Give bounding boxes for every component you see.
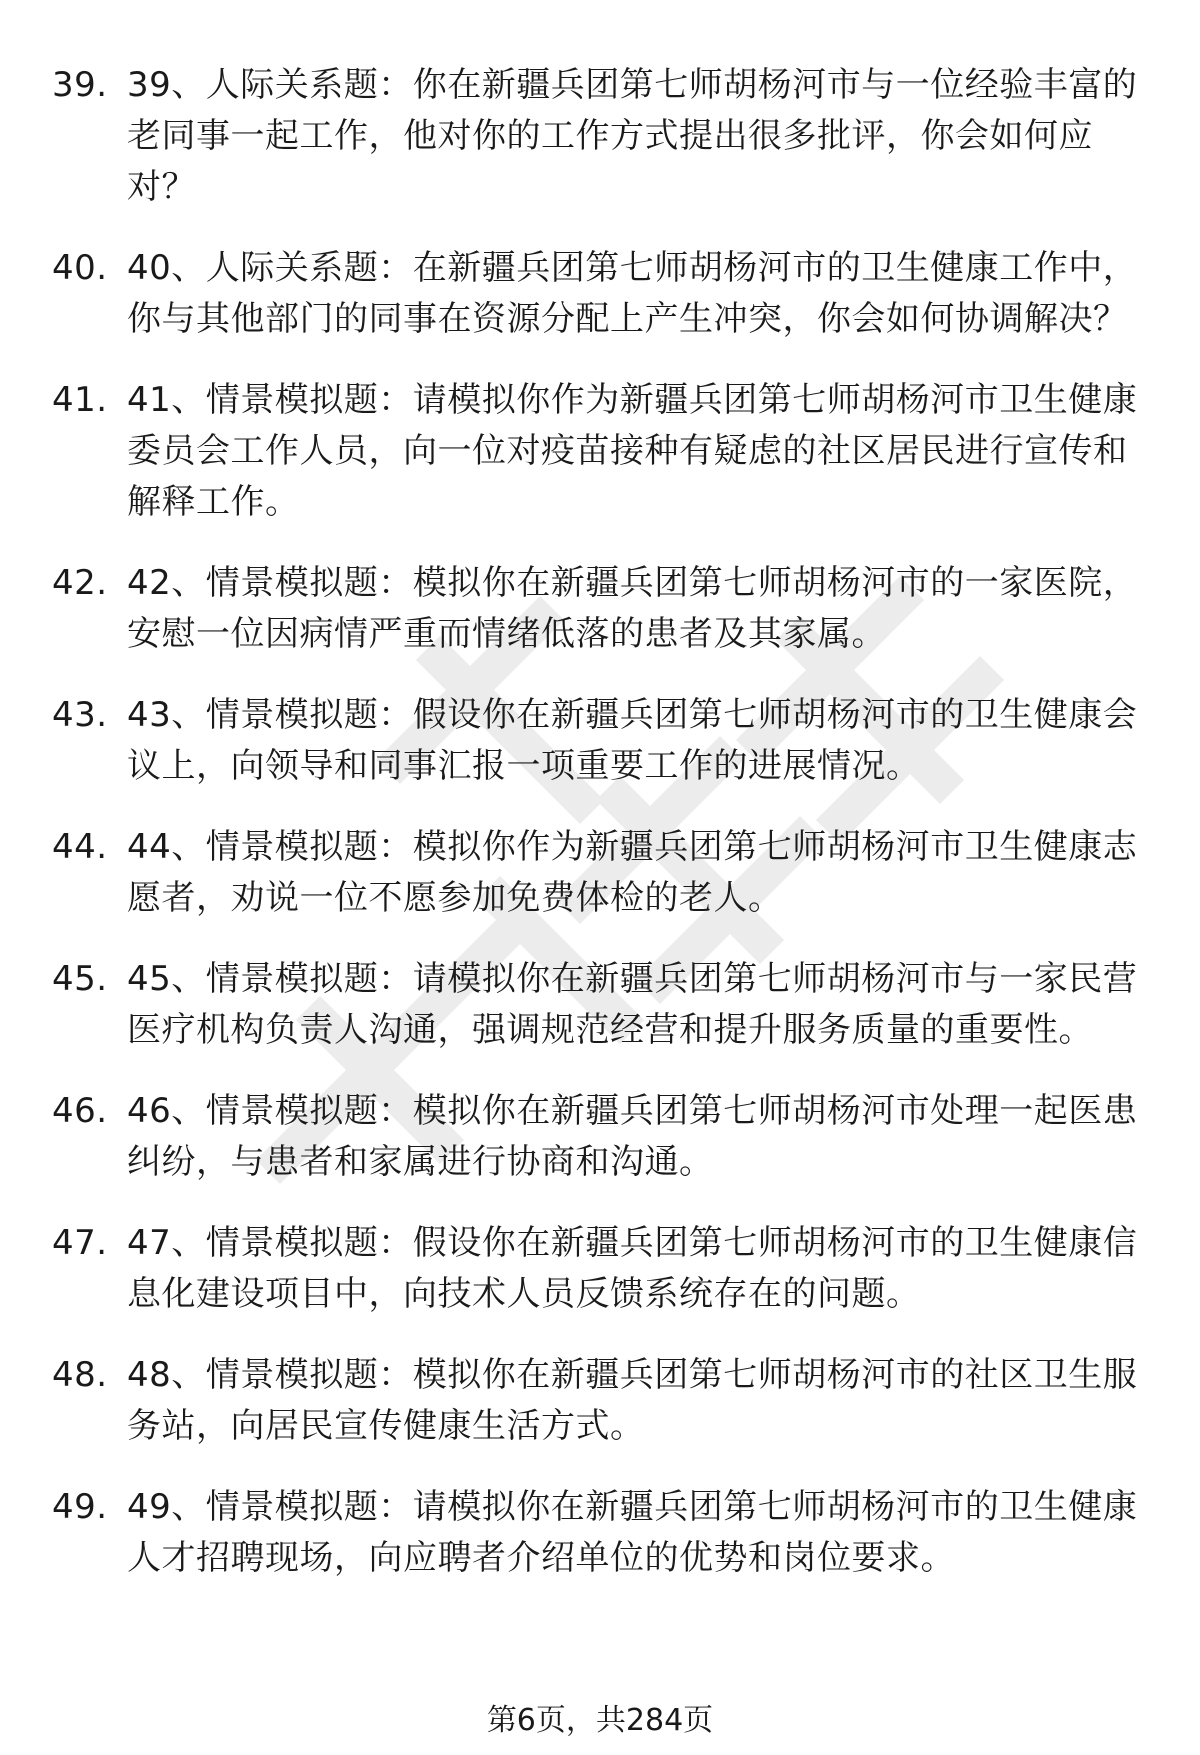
question-item-49 <box>0 1482 1200 1584</box>
question-text: 40、人际关系题：在新疆兵团第七师胡杨河市的卫生健康工作中，你与其他部门的同事在资源分配上产生冲突，你会如何协调解决？ <box>127 248 1138 339</box>
question-text: 44、情景模拟题：模拟你作为新疆兵团第七师胡杨河市卫生健康志愿者，劝说一位不愿参加免费体检的老人。 <box>127 827 1138 918</box>
question-number: 39. <box>52 65 108 105</box>
question-item-39 <box>0 60 1200 213</box>
question-text: 49、情景模拟题：请模拟你在新疆兵团第七师胡杨河市的卫生健康人才招聘现场，向应聘者介绍单位的优势和岗位要求。 <box>127 1487 1138 1578</box>
question-number: 43. <box>52 695 108 735</box>
question-text: 45、情景模拟题：请模拟你在新疆兵团第七师胡杨河市与一家民营医疗机构负责人沟通，强调规范经营和提升服务质量的重要性。 <box>127 959 1138 1050</box>
question-number: 44. <box>52 827 108 867</box>
question-number: 46. <box>52 1091 108 1131</box>
page-footer <box>0 1701 1200 1741</box>
question-item-41 <box>0 375 1200 528</box>
question-text: 47、情景模拟题：假设你在新疆兵团第七师胡杨河市的卫生健康信息化建设项目中，向技术人员反馈系统存在的问题。 <box>127 1223 1138 1314</box>
question-number: 47. <box>52 1223 108 1263</box>
question-list <box>0 60 1200 1614</box>
page-number-label: 第6页，共284页 <box>486 1703 714 1738</box>
question-item-47 <box>0 1218 1200 1320</box>
question-item-48 <box>0 1350 1200 1452</box>
question-number: 41. <box>52 380 108 420</box>
question-number: 42. <box>52 563 108 603</box>
question-text: 39、人际关系题：你在新疆兵团第七师胡杨河市与一位经验丰富的老同事一起工作，他对你的工作方式提出很多批评，你会如何应对？ <box>127 65 1138 207</box>
question-number: 45. <box>52 959 108 999</box>
question-text: 46、情景模拟题：模拟你在新疆兵团第七师胡杨河市处理一起医患纠纷，与患者和家属进行协商和沟通。 <box>127 1091 1138 1182</box>
question-item-43 <box>0 690 1200 792</box>
question-item-42 <box>0 558 1200 660</box>
question-number: 48. <box>52 1355 108 1395</box>
question-text: 41、情景模拟题：请模拟你作为新疆兵团第七师胡杨河市卫生健康委员会工作人员，向一位对疫苗接种有疑虑的社区居民进行宣传和解释工作。 <box>127 380 1138 522</box>
question-item-40 <box>0 243 1200 345</box>
question-item-44 <box>0 822 1200 924</box>
question-item-46 <box>0 1086 1200 1188</box>
question-text: 42、情景模拟题：模拟你在新疆兵团第七师胡杨河市的一家医院，安慰一位因病情严重而情绪低落的患者及其家属。 <box>127 563 1138 654</box>
question-item-45 <box>0 954 1200 1056</box>
question-text: 43、情景模拟题：假设你在新疆兵团第七师胡杨河市的卫生健康会议上，向领导和同事汇报一项重要工作的进展情况。 <box>127 695 1138 786</box>
question-text: 48、情景模拟题：模拟你在新疆兵团第七师胡杨河市的社区卫生服务站，向居民宣传健康生活方式。 <box>127 1355 1138 1446</box>
question-number: 49. <box>52 1487 108 1527</box>
question-number: 40. <box>52 248 108 288</box>
